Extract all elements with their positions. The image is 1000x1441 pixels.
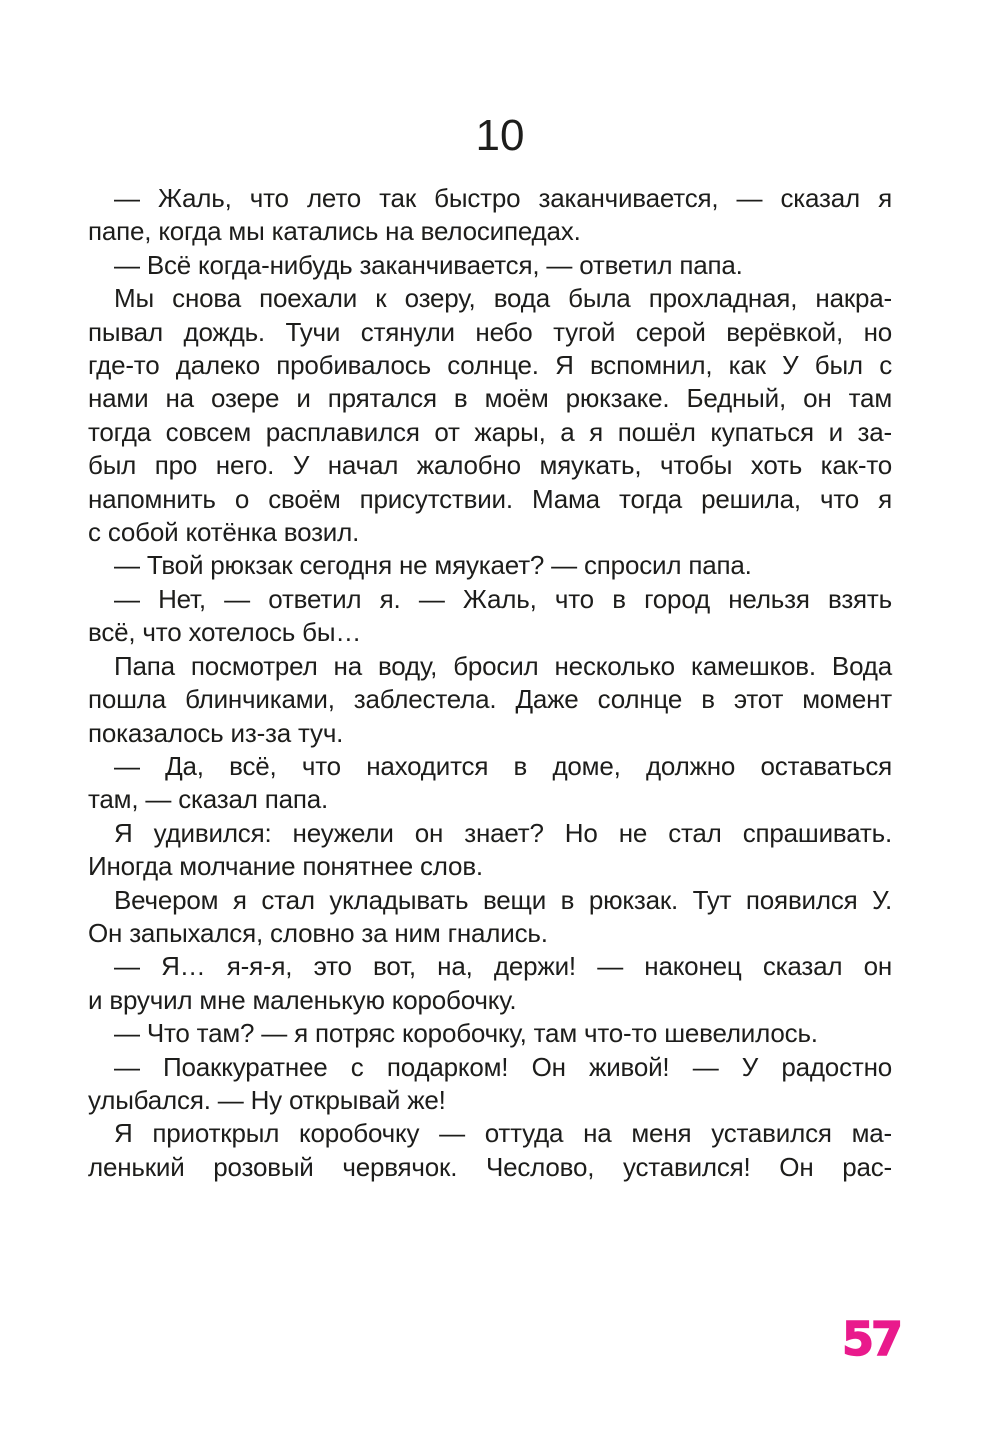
text-line: нами на озере и прятался в моём рюкзаке. Бедный, он там (88, 383, 892, 414)
text-line: Вечером я стал укладывать вещи в рюкзак. Тут появился У. (114, 884, 892, 915)
paragraph (88, 750, 892, 817)
book-page (0, 111, 1000, 1366)
chapter-number: 10 (475, 111, 525, 160)
paragraph (88, 249, 892, 282)
text-line: папе, когда мы катались на велосипедах. (88, 216, 581, 247)
text-line: — Я… я-я-я, это вот, на, держи! — наконец сказал он (114, 951, 892, 982)
text-line: — Поаккуратнее с подарком! Он живой! — У радостно (114, 1051, 892, 1082)
text-line: с собой котёнка возил. (88, 517, 360, 548)
text-line: Я приоткрыл коробочку — оттуда на меня уставился ма- (114, 1118, 892, 1149)
text-line: Я удивился: неужели он знает? Но не стал спрашивать. (114, 817, 892, 848)
paragraph (88, 1117, 892, 1184)
paragraph (88, 650, 892, 750)
body-text (88, 182, 892, 1184)
paragraph (88, 817, 892, 884)
text-line: — Твой рюкзак сегодня не мяукает? — спросил папа. (114, 550, 752, 581)
text-line: где-то далеко пробивалось солнце. Я вспомнил, как У был с (88, 350, 892, 381)
text-line: тогда совсем расплавился от жары, а я пошёл купаться и за- (88, 416, 892, 447)
text-line: — Что там? — я потряс коробочку, там что-то шевелилось. (114, 1018, 818, 1049)
text-line: — Жаль, что лето так быстро заканчивается, — сказал я (114, 183, 892, 213)
text-line: — Нет, — ответил я. — Жаль, что в город нельзя взять (114, 583, 892, 614)
text-line: Папа посмотрел на воду, бросил несколько камешков. Вода (114, 650, 892, 681)
text-line: был про него. У начал жалобно мяукать, чтобы хоть как-то (88, 450, 892, 481)
paragraph (88, 282, 892, 549)
paragraph (88, 182, 892, 249)
text-line: показалось из-за туч. (88, 717, 344, 748)
paragraph (88, 884, 892, 951)
page-number: 57 (841, 1312, 900, 1366)
text-line: — Да, всё, что находится в доме, должно оставаться (114, 750, 892, 781)
text-line: пошла блинчиками, заблестела. Даже солнце в этот момент (88, 684, 892, 715)
text-line: улыбался. — Ну открывай же! (88, 1084, 446, 1115)
text-line: там, — сказал папа. (88, 784, 329, 815)
text-line: — Всё когда-нибудь заканчивается, — ответил папа. (114, 249, 743, 280)
text-line: Он запыхался, словно за ним гнались. (88, 917, 548, 948)
text-line: всё, что хотелось бы… (88, 617, 362, 648)
paragraph (88, 1017, 892, 1050)
text-line: Иногда молчание понятнее слов. (88, 851, 483, 882)
text-line: ленький розовый червячок. Чеслово, уставился! Он рас- (88, 1151, 892, 1182)
text-line: напомнить о своём присутствии. Мама тогда решила, что я (88, 483, 892, 514)
text-line: пывал дождь. Тучи стянули небо тугой серой верёвкой, но (88, 316, 892, 347)
paragraph (88, 583, 892, 650)
paragraph (88, 1051, 892, 1118)
paragraph (88, 950, 892, 1017)
text-line: Мы снова поехали к озеру, вода была прохладная, накра- (114, 283, 892, 314)
text-line: и вручил мне маленькую коробочку. (88, 984, 517, 1015)
paragraph (88, 549, 892, 582)
